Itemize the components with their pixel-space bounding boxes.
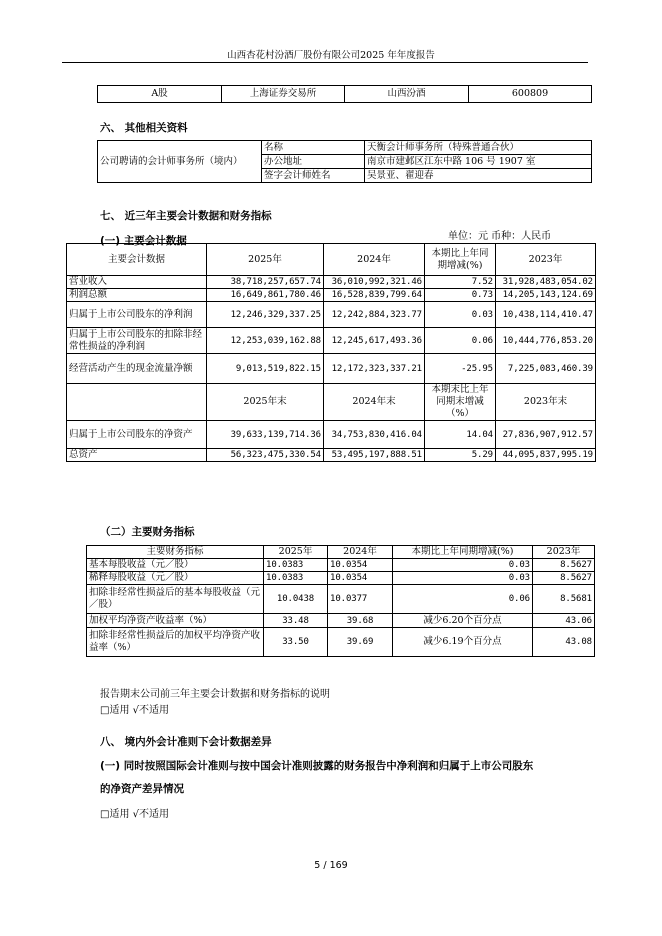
cell-value: 减少6.19个百分点	[393, 628, 533, 657]
col-header: 主要财务指标	[87, 546, 264, 559]
cell-value: 39.68	[328, 614, 393, 628]
row-label: 基本每股收益（元／股）	[87, 559, 264, 572]
cell-value: 16,528,839,799.64	[324, 289, 425, 302]
header-rule	[62, 62, 588, 63]
cell-value: 8.5627	[533, 572, 595, 585]
cell-value: 16,649,861,780.46	[207, 289, 324, 302]
cell-value: 34,753,830,416.04	[324, 421, 425, 449]
cell-value: 0.06	[425, 328, 496, 354]
page-number: 5 / 169	[314, 860, 348, 871]
cell-value: 44,095,837,995.19	[496, 449, 596, 462]
auditor-value: 南京市建邺区江东中路 106 号 1907 室	[365, 155, 592, 169]
col-header: 本期比上年同期增减(%)	[393, 546, 533, 559]
section-6-title: 六、 其他相关资料	[100, 122, 188, 134]
financial-indicators-table	[86, 545, 595, 657]
cell-value: 0.03	[393, 572, 533, 585]
section-7-title: 七、 近三年主要会计数据和财务指标	[100, 210, 272, 222]
cell-value: 10.0354	[328, 572, 393, 585]
row-label: 扣除非经常性损益后的加权平均净资产收益率（%）	[87, 628, 264, 657]
auditor-value: 天衡会计师事务所（特殊普通合伙）	[365, 141, 592, 155]
section-8-title: 八、 境内外会计准则下会计数据差异	[100, 736, 272, 748]
stock-cell: 山西汾酒	[345, 86, 469, 103]
cell-value: 10,438,114,410.47	[496, 302, 596, 328]
row-label: 归属于上市公司股东的净利润	[67, 302, 207, 328]
section-8-sub1-line1: (一) 同时按照国际会计准则与按中国会计准则披露的财务报告中净利润和归属于上市公司股东	[100, 760, 534, 772]
cell-value: 39,633,139,714.36	[207, 421, 324, 449]
auditor-label: 签字会计师姓名	[262, 169, 365, 183]
section-8-sub1-line2: 的净资产差异情况	[100, 783, 184, 795]
col-header: 本期末比上年同期末增减（%）	[425, 384, 496, 421]
cell-value: 12,172,323,337.21	[324, 354, 425, 384]
cell-value: 8.5627	[533, 559, 595, 572]
col-header: 2025年末	[207, 384, 324, 421]
note-options: □适用 √不适用	[100, 705, 169, 716]
cell-value: 14,205,143,124.69	[496, 289, 596, 302]
cell-value: 10.0383	[264, 572, 328, 585]
cell-value: 12,246,329,337.25	[207, 302, 324, 328]
cell-value: 31,928,483,054.02	[496, 276, 596, 289]
cell-value: 12,245,617,493.36	[324, 328, 425, 354]
col-header: 2023年末	[496, 384, 596, 421]
cell-value: 10.0383	[264, 559, 328, 572]
row-label: 稀释每股收益（元／股）	[87, 572, 264, 585]
col-header: 2024年	[324, 244, 425, 276]
stock-table	[97, 85, 592, 103]
row-label: 营业收入	[67, 276, 207, 289]
cell-value: 减少6.20个百分点	[393, 614, 533, 628]
cell-value: 10,444,776,853.20	[496, 328, 596, 354]
auditor-rowhead: 公司聘请的会计师事务所（境内）	[98, 141, 262, 183]
cell-value: 0.03	[393, 559, 533, 572]
col-header: 2025年	[207, 244, 324, 276]
col-header: 本期比上年同期增减(%)	[425, 244, 496, 276]
cell-value: 43.08	[533, 628, 595, 657]
cell-value: 12,253,039,162.88	[207, 328, 324, 354]
cell-value: 0.73	[425, 289, 496, 302]
section-7-sub2: （二）主要财务指标	[100, 526, 195, 538]
page-header: 山西杏花村汾酒厂股份有限公司2025 年年度报告	[227, 50, 435, 61]
row-label: 总资产	[67, 449, 207, 462]
stock-cell: A股	[98, 86, 222, 103]
row-label: 归属于上市公司股东的净资产	[67, 421, 207, 449]
col-header: 2025年	[264, 546, 328, 559]
row-label: 扣除非经常性损益后的基本每股收益（元／股）	[87, 585, 264, 614]
cell-value: 10.0438	[264, 585, 328, 614]
cell-value: 7,225,083,460.39	[496, 354, 596, 384]
cell-value: 38,718,257,657.74	[207, 276, 324, 289]
row-label: 利润总额	[67, 289, 207, 302]
section-7-sub1: (一) 主要会计数据	[100, 235, 187, 247]
cell-value: 0.06	[393, 585, 533, 614]
auditor-label: 名称	[262, 141, 365, 155]
cell-value: 33.50	[264, 628, 328, 657]
cell-value: 10.0377	[328, 585, 393, 614]
cell-value: 0.03	[425, 302, 496, 328]
note-text: 报告期末公司前三年主要会计数据和财务指标的说明	[100, 689, 330, 700]
cell-value: 12,242,884,323.77	[324, 302, 425, 328]
cell-value: 43.06	[533, 614, 595, 628]
cell-value: 8.5681	[533, 585, 595, 614]
cell-value: 5.29	[425, 449, 496, 462]
row-label: 经营活动产生的现金流量净额	[67, 354, 207, 384]
cell-value: 10.0354	[328, 559, 393, 572]
auditor-table	[97, 140, 592, 183]
empty-cell	[67, 384, 207, 421]
row-label: 加权平均净资产收益率（%）	[87, 614, 264, 628]
col-header: 2024年	[328, 546, 393, 559]
auditor-value: 吴景亚、翟迎春	[365, 169, 592, 183]
cell-value: 27,836,907,912.57	[496, 421, 596, 449]
cell-value: 36,010,992,321.46	[324, 276, 425, 289]
col-header: 2024年末	[324, 384, 425, 421]
stock-cell: 600809	[469, 86, 592, 103]
col-header: 主要会计数据	[67, 244, 207, 276]
stock-cell: 上海证券交易所	[222, 86, 345, 103]
cell-value: 9,013,519,822.15	[207, 354, 324, 384]
cell-value: -25.95	[425, 354, 496, 384]
cell-value: 33.48	[264, 614, 328, 628]
cell-value: 53,495,197,888.51	[324, 449, 425, 462]
col-header: 2023年	[496, 244, 596, 276]
col-header: 2023年	[533, 546, 595, 559]
unit-label: 单位：元 币种：人民币	[448, 231, 552, 242]
section-8-options: □适用 √不适用	[100, 809, 169, 820]
cell-value: 14.04	[425, 421, 496, 449]
cell-value: 56,323,475,330.54	[207, 449, 324, 462]
cell-value: 7.52	[425, 276, 496, 289]
row-label: 归属于上市公司股东的扣除非经常性损益的净利润	[67, 328, 207, 354]
cell-value: 39.69	[328, 628, 393, 657]
auditor-label: 办公地址	[262, 155, 365, 169]
accounting-data-table	[66, 243, 596, 462]
